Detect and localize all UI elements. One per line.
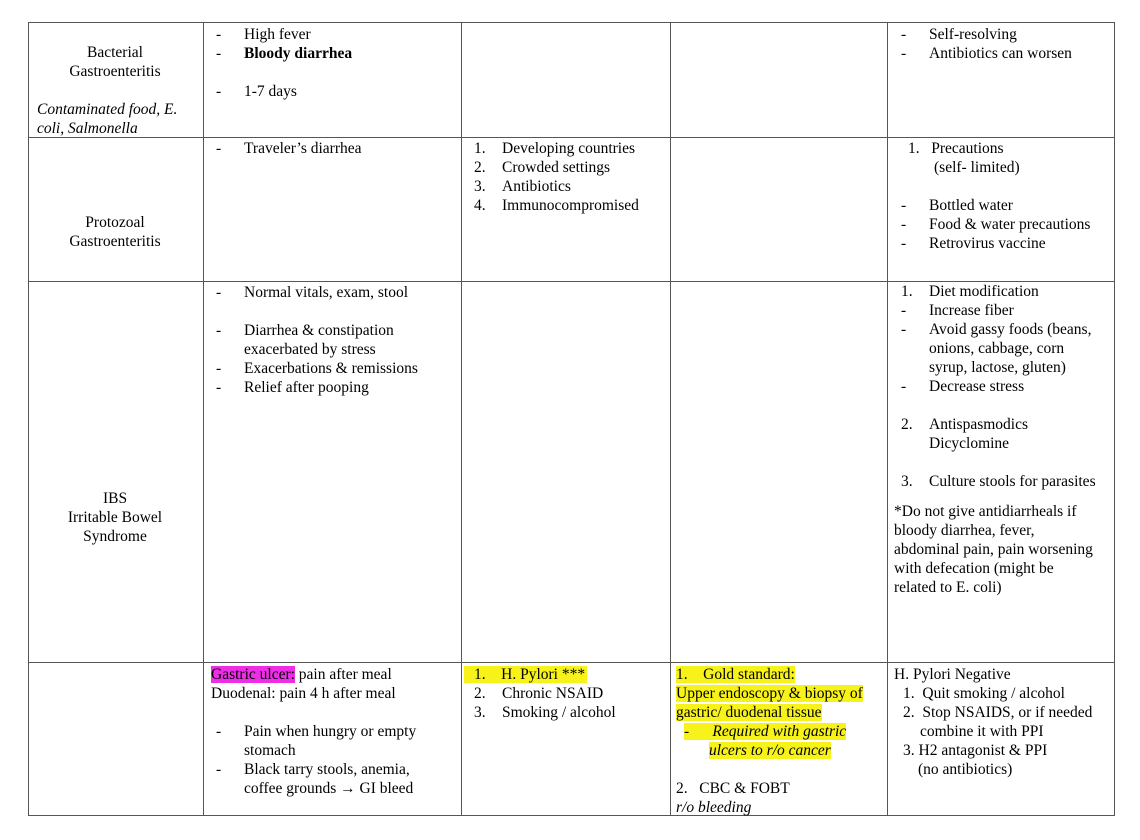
protozoal-symptoms <box>206 139 458 158</box>
condition-name: Gastroenteritis <box>69 233 161 250</box>
list-item: 3. Antibiotics <box>474 178 571 195</box>
table-border-bottom <box>28 815 1115 816</box>
table-row-divider <box>28 662 1115 663</box>
list-item: - Avoid gassy foods (beans, <box>901 321 1092 338</box>
table-column-divider <box>670 22 671 816</box>
note-text: abdominal pain, pain worsening <box>894 541 1093 558</box>
gastric-ulcer-label: Gastric ulcer: <box>211 666 295 683</box>
ulcer-risk-factors <box>464 665 668 722</box>
cause-text: coli, Salmonella <box>37 120 138 137</box>
list-item: 3. Culture stools for parasites <box>901 473 1096 490</box>
list-item: - Pain when hungry or empty <box>216 723 417 740</box>
list-item: - Exacerbations & remissions <box>216 360 418 377</box>
list-item: 1. Quit smoking / alcohol <box>903 685 1065 702</box>
list-item: 3. H2 antagonist & PPI <box>903 742 1048 759</box>
list-item: - Diarrhea & constipation <box>216 322 394 339</box>
table-border-left <box>28 22 29 816</box>
list-item: 1. Developing countries <box>474 140 636 157</box>
list-item-cont: Dicyclomine <box>929 435 1010 452</box>
list-item: - Self-resolving <box>901 26 1017 43</box>
gastric-line: Gastric ulcer: pain after meal <box>211 666 392 683</box>
ulcer-diagnosis <box>676 665 886 817</box>
list-item: - High fever <box>216 26 311 43</box>
diagnosis-note: - Required with gastric <box>684 723 847 740</box>
ibs-symptoms <box>206 283 458 397</box>
ibs-treatment <box>891 282 1113 597</box>
bacterial-name-cell <box>30 43 200 81</box>
condition-name: Gastroenteritis <box>69 63 161 80</box>
list-item: - Black tarry stools, anemia, <box>216 761 410 778</box>
list-item: - Retrovirus vaccine <box>901 235 1046 252</box>
list-item-cont: syrup, lactose, gluten) <box>929 359 1066 376</box>
diagnosis-text: gastric/ duodenal tissue <box>676 704 822 721</box>
list-item: 1. Precautions <box>908 140 1004 157</box>
table-column-divider <box>887 22 888 816</box>
note-text: related to E. coli) <box>894 579 1002 596</box>
list-item: - 1-7 days <box>216 83 297 100</box>
note-text: *Do not give antidiarrheals if <box>894 503 1077 520</box>
note-text: with defecation (might be <box>894 560 1054 577</box>
list-item-cont: coffee grounds → GI bleed <box>244 780 414 797</box>
diagnosis-text: Upper endoscopy & biopsy of <box>676 685 863 702</box>
ulcer-treatment <box>894 665 1116 779</box>
list-item: 2. Antispasmodics <box>901 416 1029 433</box>
list-item: - Traveler’s diarrhea <box>216 140 362 157</box>
table-border-top <box>28 22 1115 23</box>
condition-name: Syndrome <box>83 528 147 545</box>
bacterial-treatment <box>891 25 1113 63</box>
list-item: 2. Chronic NSAID <box>474 685 604 702</box>
diagnosis-note: ulcers to r/o cancer <box>709 742 831 759</box>
list-item: - Increase fiber <box>901 302 1014 319</box>
protozoal-name-cell <box>30 213 200 251</box>
list-item-cont: (no antibiotics) <box>918 761 1013 778</box>
list-item: 3. Smoking / alcohol <box>474 704 616 721</box>
list-item-cont: stomach <box>244 742 296 759</box>
list-item-cont: exacerbated by stress <box>244 341 376 358</box>
protozoal-treatment <box>891 139 1113 253</box>
list-item: - Relief after pooping <box>216 379 369 396</box>
condition-name: Irritable Bowel <box>67 509 163 526</box>
protozoal-risk-factors <box>464 139 668 215</box>
cause-text: Contaminated food, E. <box>37 101 178 118</box>
note-text: bloody diarrhea, fever, <box>894 522 1035 539</box>
list-item: - Antibiotics can worsen <box>901 45 1072 62</box>
list-item: - Normal vitals, exam, stool <box>216 284 409 301</box>
diagnosis-note: r/o bleeding <box>676 799 752 816</box>
list-item: 1. H. Pylori *** <box>464 665 668 684</box>
list-item: - Bottled water <box>901 197 1013 214</box>
list-item: 2. CBC & FOBT <box>676 780 790 797</box>
condition-name: Bacterial <box>87 44 143 61</box>
list-item: 2. Stop NSAIDS, or if needed <box>903 704 1093 721</box>
list-item: 4. Immunocompromised <box>474 197 639 214</box>
bacterial-symptoms <box>206 25 458 101</box>
list-item: 1. Gold standard: <box>676 666 795 683</box>
list-item: - Food & water precautions <box>901 216 1091 233</box>
list-item: - Decrease stress <box>901 378 1025 395</box>
ibs-name-cell <box>30 489 200 546</box>
list-item: - Bloody diarrhea <box>216 45 353 62</box>
list-item-sub: (self- limited) <box>934 159 1020 176</box>
treatment-heading: H. Pylori Negative <box>894 666 1011 683</box>
arrow-right-icon: → <box>340 780 356 797</box>
duodenal-line: Duodenal: pain 4 h after meal <box>211 685 396 702</box>
table-column-divider <box>203 22 204 816</box>
list-item: 1. Diet modification <box>901 283 1039 300</box>
condition-name: Protozoal <box>85 214 145 231</box>
list-item-cont: combine it with PPI <box>920 723 1044 740</box>
list-item-cont: onions, cabbage, corn <box>929 340 1065 357</box>
condition-name: IBS <box>102 490 128 507</box>
bacterial-cause <box>37 100 207 138</box>
list-item: 2. Crowded settings <box>474 159 611 176</box>
ulcer-symptoms <box>211 665 463 798</box>
